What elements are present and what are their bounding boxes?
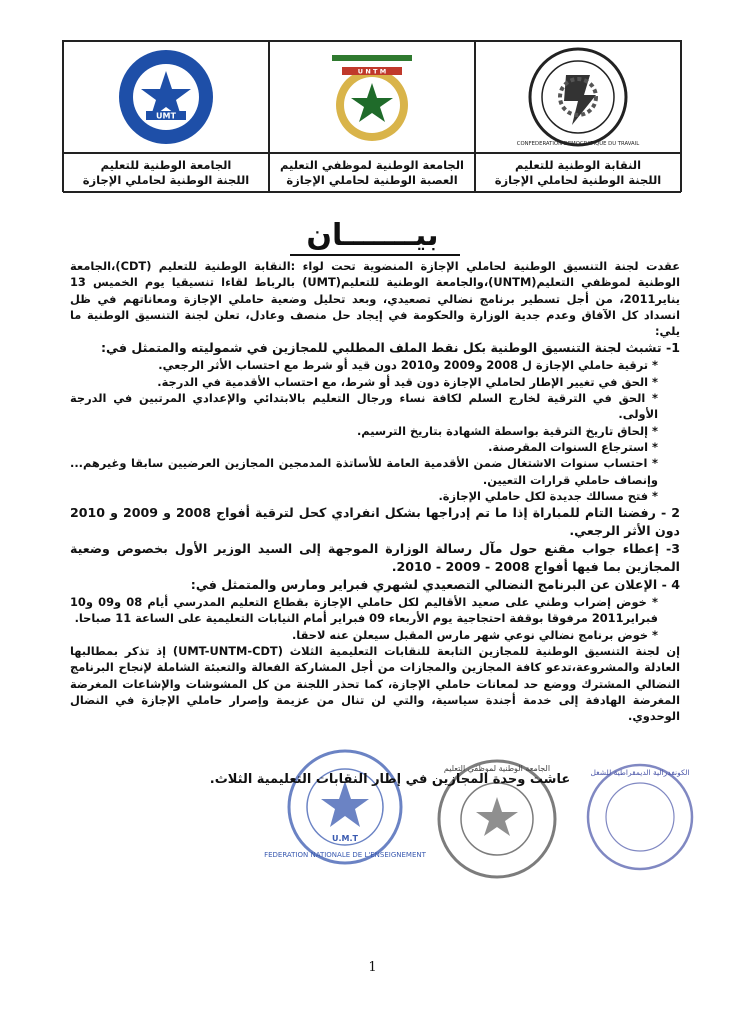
untm-label-line2: العصبة الوطنية لحاملي الإجازة [286, 173, 458, 187]
umt-label-line1: الجامعة الوطنية للتعليم [100, 158, 232, 172]
untm-label-line1: الجامعة الوطنية لموظفي التعليم [280, 158, 464, 172]
point-3: 3- إعطاء جواب مقنع حول مآل رسالة الوزارة الموجهة إلى السيد الوزير الأول بخصوص وضعية المجازين بما فيها أفواج 2008 - 2009 - 2010. [70, 541, 680, 575]
umt-label-line2: اللجنة الوطنية لحاملي الإجازة [82, 173, 250, 187]
point-4-heading: 4 - الإعلان عن البرنامج النضالي التصعيدي لشهري فبراير ومارس والمتمثل في: [190, 577, 680, 593]
point-1-bullet-7: * فتح مسالك جديدة لكل حاملي الإجازة. [438, 488, 658, 503]
title-underline [290, 254, 460, 256]
svg-text:CONFEDERATION DEMOCRATIQUE DU: CONFEDERATION DEMOCRATIQUE DU TRAVAIL [516, 141, 640, 147]
svg-text:FEDERATION NATIONALE DE L'ENSE: FEDERATION NATIONALE DE L'ENSEIGNEMENT [264, 851, 426, 859]
intro-paragraph: عقدت لجنة التنسيق الوطنية لحاملي الإجازة المنضوية تحت لواء :النقابة الوطنية للتعليم (CDT)،الجامعة الوطنية لموظفي التعليم(UNTM)،والجامعة الوطنية للتعليم(UMT) بالرباط لقاءا تنسيقيا يوم الخميس 13 يناير2011، من أجل تسطير برنامج نضالي تصعيدي، وبعد تحليل وضعية حاملي الإجازة ومعاناتهم في ظل انسداد كل الآفاق وعدم جدية الوزارة والحكومة في إيجاد حل منصف وعادل، تعلن لجنة التنسيق الوطنية ما يلي: [70, 259, 680, 339]
point-1-bullet-2: * الحق في تغيير الإطار لحاملي الإجازة دون قيد أو شرط، مع احتساب الأقدمية في الدرجة. [157, 374, 658, 389]
cdt-logo-icon [516, 45, 640, 149]
svg-text:U N T M: U N T M [357, 67, 387, 76]
cdt-label-cell [475, 153, 681, 193]
header-table [62, 40, 682, 192]
cdt-label-line1: النقابة الوطنية للتعليم [514, 158, 642, 172]
umt-logo-icon [116, 47, 216, 147]
svg-text:الجامعة الوطنية لموظفي التعليم: الجامعة الوطنية لموظفي التعليم [443, 764, 551, 773]
stamps-area [0, 745, 745, 865]
untm-logo-icon [322, 47, 422, 147]
umt-label-cell [63, 153, 269, 193]
sign-off-line: عاشت وحدة المجازين في إطار النقابات التعليمية الثلاث. [209, 772, 571, 787]
point-1-bullet-5: * استرجاع السنوات المقرصنة. [488, 439, 658, 454]
umt-stamp-icon [264, 751, 427, 863]
untm-label-cell [269, 153, 475, 193]
point-4-bullet-1: * خوض إضراب وطني على صعيد الأقاليم لكل حاملي الإجازة بقطاع التعليم المدرسي أيام 08 و09 و10 فبراير2011 مرفوقا بوقفة احتجاجية يوم الأربعاء 09 فبراير أمام النيابات التعليمية على الساعة 11 صباحا. [70, 595, 659, 626]
svg-text:الكونفدرالية الديمقراطية للشغل: الكونفدرالية الديمقراطية للشغل [590, 768, 690, 777]
umt-logo-cell [63, 41, 269, 153]
point-2: 2 - رفضنا التام للمباراة إذا ما تم إدراجها بشكل انفرادي كحل لترقية أفواج 2008 و 2009 و 2010 دون الأثر الرجعي. [70, 505, 680, 539]
point-1-bullet-6: * احتساب سنوات الاشتغال ضمن الأقدمية العامة للأساتذة المدمجين المجازين العرضيين سابقا وغيرهم... وإنصاف حاملي قرارات التعيين. [70, 456, 658, 487]
untm-logo-cell [269, 41, 475, 153]
point-1-heading: 1- تشبث لجنة التنسيق الوطنية بكل نقط الملف المطلبي للمجازين في شموليته والمتمثل في: [100, 340, 680, 356]
cdt-label-line2: اللجنة الوطنية لحاملي الإجازة [494, 173, 662, 187]
point-1-bullet-1: * ترقية حاملي الإجازة ل 2008 و2009 و2010 دون قيد أو شرط مع احتساب الأثر الرجعي. [158, 358, 658, 373]
svg-text:U.M.T: U.M.T [332, 834, 358, 843]
point-1-bullet-3: * الحق في الترقية لخارج السلم لكافة نساء ورجال التعليم بالابتدائي والإعدادي المرتبين في الدرجة الأولى. [70, 391, 658, 422]
statement-body [70, 258, 680, 725]
closing-paragraph: إن لجنة التنسيق الوطنية للمجازين التابعة للنقابات التعليمية الثلاث (UMT-UNTM-CDT) إذ تذكر بمطالبها العادلة والمشروعة،تدعو كافة المجازين والمجازات من أجل المشاركة الفعالة والتعبئة الشاملة لإنجاح البرنامج النضالي المشترك ووضع حد لمعانات حاملي الإجازة، كما تحذر اللجنة من كل المشوشات والإشاعات المغرضة المغرضة الهادفة إلى خدمة أجندة سياسية، والتي لن تنال من عزيمة وإصرار حاملي الإجازة في النضال الوحدوي. [70, 644, 681, 724]
svg-text:UMT: UMT [156, 111, 176, 121]
cdt-logo-cell [475, 41, 681, 153]
point-1-bullet-4: * إلحاق تاريخ الترقية بواسطة الشهادة بتاريخ الترسيم. [356, 423, 658, 438]
document-title: بيـــــــان [306, 218, 439, 253]
page-number: 1 [368, 960, 377, 975]
point-4-bullet-2: * خوض برنامج نضالي نوعي شهر مارس المقبل سيعلن عنه لاحقا. [291, 627, 658, 642]
